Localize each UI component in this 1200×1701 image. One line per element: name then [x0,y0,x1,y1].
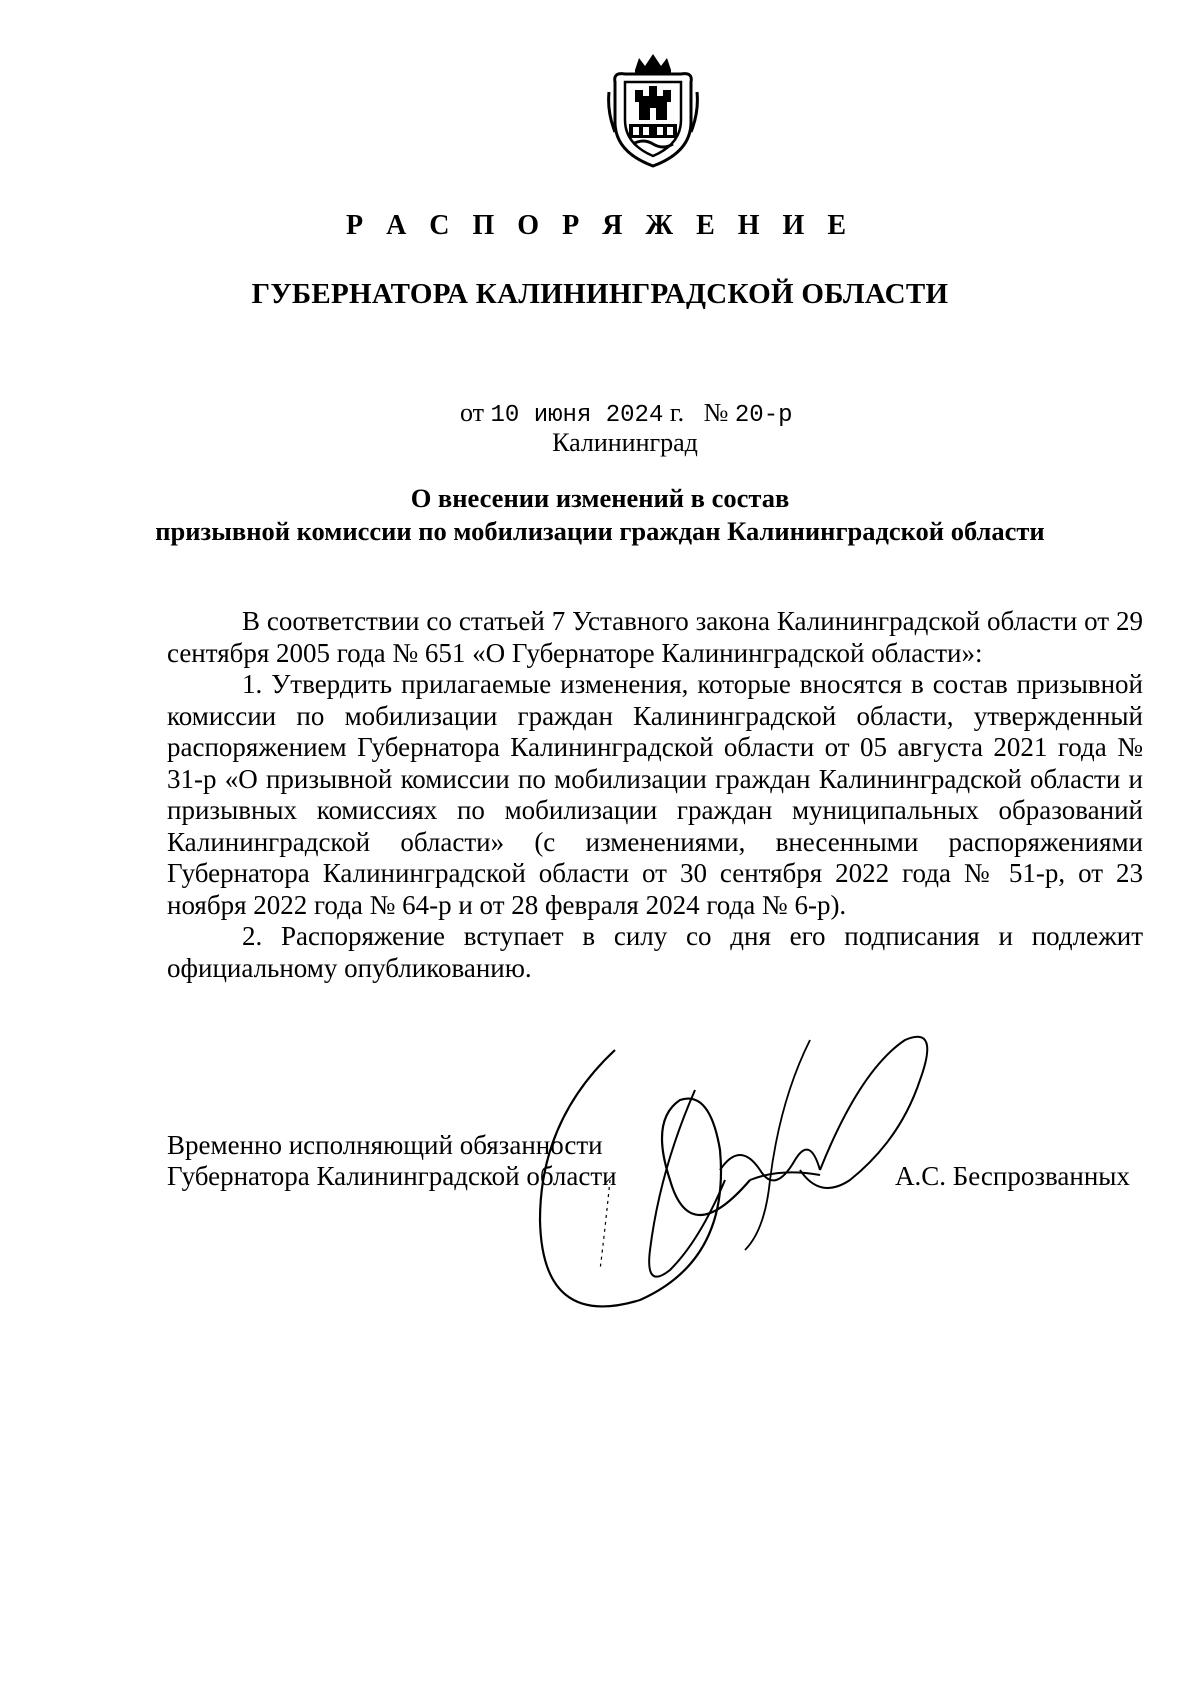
signatory-name: А.С. Беспрозванных [895,1161,1130,1191]
number-prefix: № [703,398,729,427]
date-prefix: от [460,398,485,427]
date-value: 10 июня 2024 [490,402,664,429]
subject-line-1: О внесении изменений в состав [410,483,790,513]
handwritten-signature-icon [520,1030,950,1360]
date-number-line [460,398,793,429]
coat-of-arms-icon [605,52,701,170]
issuer-title: ГУБЕРНАТОРА КАЛИНИНГРАДСКОЙ ОБЛАСТИ [251,278,949,310]
position-line-2: Губернатора Калининградской области [167,1161,617,1191]
city: Калининград [552,428,698,457]
intro-paragraph: В соответствии со статьей 7 Уставного закона Калининградской области от 29 сентября 2005 года № 651 «О Губернаторе Калининградской области»: [167,606,1143,668]
item-1-paragraph: 1. Утвердить прилагаемые изменения, которые вносятся в состав призывной комиссии по мобилизации граждан Калининградской области, утвержденный распоряжением Губернатора Калининградской области от 05 августа 2021 года № 31-р «О призывной комиссии по мобилизации граждан Калининградской области и призывных комиссиях по мобилизации граждан муниципальных образований Калининградской области» (с изменениями, внесенными распоряжениями Губернатора Калининградской области от 30 сентября 2022 года № 51-р, от 23 ноября 2022 года № 64-р и от 28 февраля 2024 года № 6-р). [167,669,1143,920]
item-2-paragraph: 2. Распоряжение вступает в силу со дня его подписания и подлежит официальному опубликованию. [167,921,1143,983]
document-subject [0,482,1200,548]
date-suffix: г. [669,398,685,427]
document-body [167,606,1143,984]
document-type-title: Р А С П О Р Я Ж Е Н И Е [345,210,855,241]
subject-line-2: призывной комиссии по мобилизации граждан Калининградской области [155,516,1045,546]
document-number: 20-р [734,402,793,429]
position-line-1: Временно исполняющий обязанности [167,1130,603,1160]
